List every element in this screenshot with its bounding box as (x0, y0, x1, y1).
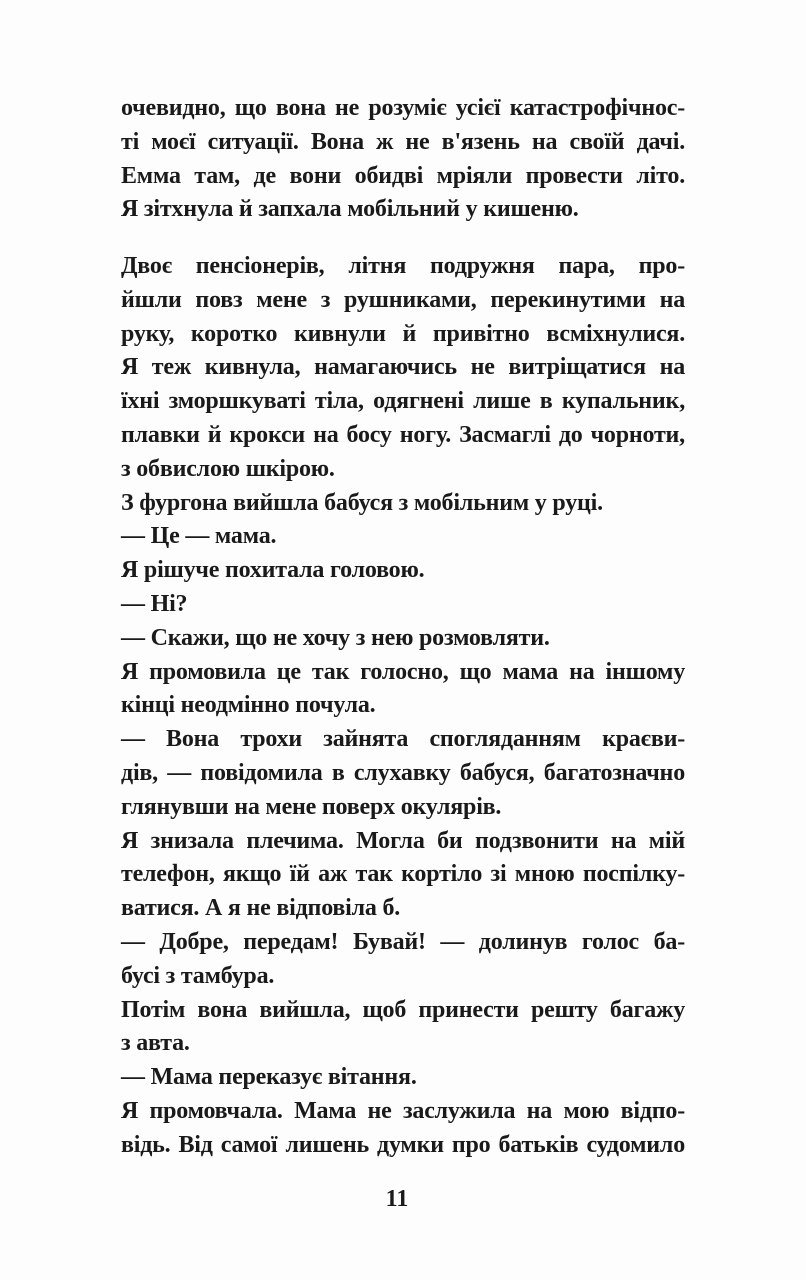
text-line: Я рішуче похитала головою. (121, 557, 425, 584)
text-line: плавки й крокси на босу ногу. Засмаглі до чорноти, (121, 421, 685, 448)
text-line: — Вона трохи зайнята спогляданням краєви- (121, 726, 685, 753)
text-line: з авта. (121, 1030, 190, 1057)
text-line: Двоє пенсіонерів, літня подружня пара, про- (121, 253, 685, 279)
text-line: Я знизала плечима. Могла би подзвонити на мій (121, 827, 685, 854)
text-line: Емма там, де вони обидві мріяли провести літо. (121, 162, 685, 189)
text-line: З фургона вийшла бабуся з мобільним у руці. (121, 489, 603, 516)
paragraph-1 (121, 92, 685, 227)
text-line: Я промовила це так голосно, що мама на іншому (121, 658, 685, 685)
text-line: їхні зморшкуваті тіла, одягнені лише в купальник, (121, 388, 685, 415)
text-line: телефон, якщо їй аж так кортіло зі мною поспілку- (121, 861, 685, 888)
text-line: Я промовчала. Мама не заслужила на мою відпо- (121, 1097, 685, 1124)
text-line: — Це — мама. (121, 523, 277, 550)
text-line: ті моєї ситуації. Вона ж не в'язень на своїй дачі. (121, 128, 685, 155)
text-line: — Скажи, що не хочу з нею розмовляти. (121, 624, 550, 651)
text-line: очевидно, що вона не розуміє усієї катастрофічнос- (121, 95, 685, 121)
text-line: дів, — повідомила в слухавку бабуся, багатозначно (121, 759, 685, 786)
text-line: — Мама переказує вітання. (121, 1064, 417, 1091)
text-line: з обвислою шкірою. (121, 455, 335, 482)
text-line: руку, коротко кивнули й привітно всміхнулися. (121, 320, 685, 347)
text-line: Я зітхнула й запхала мобільний у кишеню. (121, 196, 579, 223)
text-line: глянувши на мене поверх окулярів. (121, 793, 502, 820)
text-line: бусі з тамбура. (121, 962, 275, 989)
text-line: ватися. А я не відповіла б. (121, 895, 401, 922)
text-line: кінці неодмінно почула. (121, 692, 376, 719)
paragraph-2 (121, 250, 685, 1163)
text-line: — Добре, передам! Бувай! — долинув голос ба- (121, 928, 685, 955)
text-line: Потім вона вийшла, щоб принести решту багажу (121, 996, 685, 1023)
text-line: відь. Від самої лишень думки про батьків судомило (121, 1131, 685, 1158)
text-line: йшли повз мене з рушниками, перекинутими на (121, 286, 685, 313)
page-number-value: 11 (385, 1186, 409, 1212)
page-number (0, 1186, 806, 1213)
text-line: — Ні? (121, 590, 188, 617)
text-line: Я теж кивнула, намагаючись не витріщатися на (121, 354, 685, 381)
